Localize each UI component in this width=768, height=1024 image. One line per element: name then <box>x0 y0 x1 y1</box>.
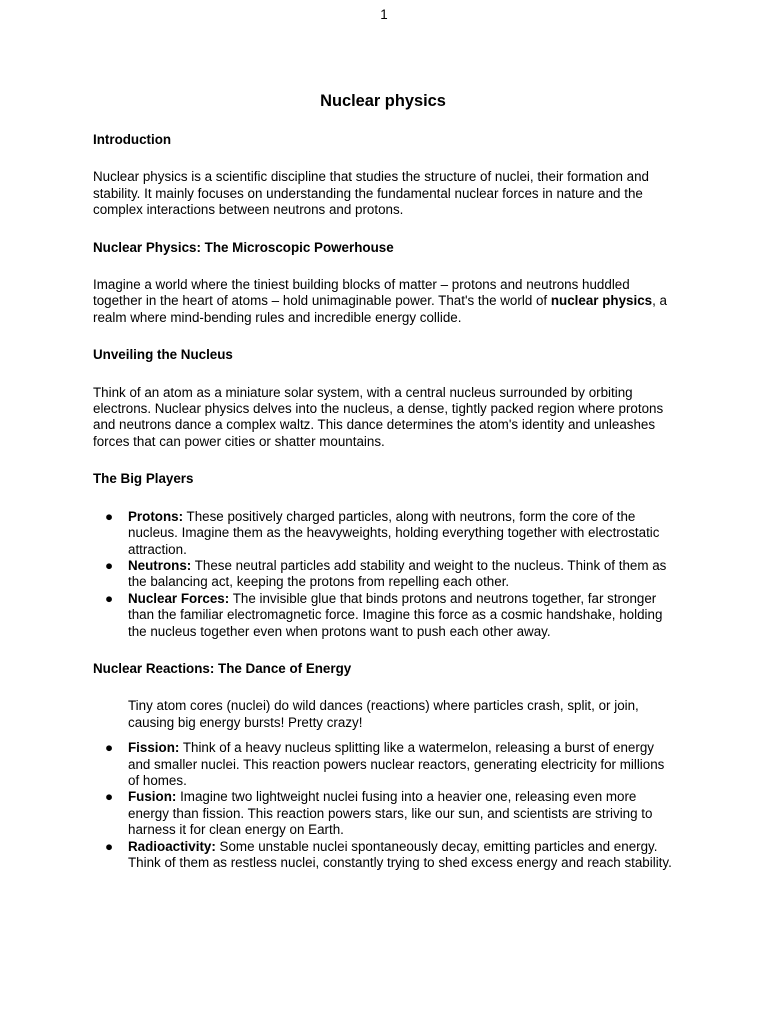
heading-powerhouse: Nuclear Physics: The Microscopic Powerhouse <box>93 239 394 255</box>
term-radioactivity: Radioactivity: <box>128 838 216 854</box>
desc-radioactivity: Some unstable nuclei spontaneously decay, emitting particles and energy. Think of them as restless nuclei, constantly trying to shed excess energy and reach stability. <box>128 838 672 870</box>
heading-nucleus: Unveiling the Nucleus <box>93 347 233 363</box>
bullet-icon: ● <box>105 508 114 524</box>
page-number: 1 <box>380 7 388 22</box>
list-big-players <box>93 509 678 640</box>
list-item-nuclear-forces <box>93 591 678 640</box>
list-item-radioactivity <box>93 839 678 872</box>
heading-nuclear-reactions: Nuclear Reactions: The Dance of Energy <box>93 660 352 676</box>
bullet-icon: ● <box>105 838 114 854</box>
term-nuclear-forces: Nuclear Forces: <box>128 590 230 606</box>
bullet-icon: ● <box>105 590 114 606</box>
paragraph-powerhouse-text-before: Imagine a world where the tiniest building blocks of matter – protons and neutrons huddled together in the heart of atoms – hold unimaginable power. That's the world of <box>93 277 630 309</box>
paragraph-reactions-intro: Tiny atom cores (nuclei) do wild dances (reactions) where particles crash, split, or join, causing big energy bursts! Pretty crazy! <box>128 698 639 730</box>
bullet-icon: ● <box>105 740 114 756</box>
term-protons: Protons: <box>128 508 184 524</box>
list-item-protons <box>93 509 678 558</box>
desc-fusion: Imagine two lightweight nuclei fusing into a heavier one, releasing even more energy than fission. This reaction powers stars, like our sun, and scientists are striving to harness it for clean energy on Earth. <box>128 789 653 838</box>
bullet-icon: ● <box>105 557 114 573</box>
paragraph-powerhouse-bold: nuclear physics <box>550 293 653 309</box>
term-neutrons: Neutrons: <box>128 557 192 573</box>
desc-nuclear-forces: The invisible glue that binds protons and neutrons together, far stronger than the familiar electromagnetic force. Imagine this force as a cosmic handshake, holding the nucleus together even when protons want to push each other away. <box>128 590 663 639</box>
paragraph-powerhouse-text-after: , a realm where mind-bending rules and incredible energy collide. <box>93 293 667 325</box>
list-item-fission <box>93 740 678 789</box>
list-item-neutrons <box>93 558 678 591</box>
heading-big-players: The Big Players <box>93 471 194 487</box>
paragraph-introduction: Nuclear physics is a scientific discipline that studies the structure of nuclei, their formation and stability. It mainly focuses on understanding the fundamental nuclear forces in nature and the complex interactions between neutrons and protons. <box>93 169 649 218</box>
heading-introduction: Introduction <box>93 132 172 147</box>
desc-protons: These positively charged particles, along with neutrons, form the core of the nucleus. Imagine them as the heavyweights, holding everything together with electrostatic attraction. <box>128 508 660 557</box>
paragraph-powerhouse <box>93 277 678 326</box>
desc-fission: Think of a heavy nucleus splitting like a watermelon, releasing a burst of energy and smaller nuclei. This reaction powers nuclear reactors, generating electricity for millions of homes. <box>128 740 665 788</box>
document-body <box>93 91 678 871</box>
paragraph-nucleus: Think of an atom as a miniature solar system, with a central nucleus surrounded by orbiting electrons. Nuclear physics delves into the nucleus, a dense, tightly packed region where protons and neutrons dance a complex waltz. This dance determines the atom's identity and unleashes forces that can power cities or shatter mountains. <box>93 384 664 449</box>
term-fission: Fission: <box>128 740 180 756</box>
document-title: Nuclear physics <box>320 92 446 110</box>
list-item-fusion <box>93 789 678 838</box>
list-nuclear-reactions <box>93 740 678 871</box>
bullet-icon: ● <box>105 789 114 805</box>
desc-neutrons: These neutral particles add stability and weight to the nucleus. Think of them as the balancing act, keeping the protons from repelling each other. <box>128 557 667 590</box>
term-fusion: Fusion: <box>128 789 177 805</box>
